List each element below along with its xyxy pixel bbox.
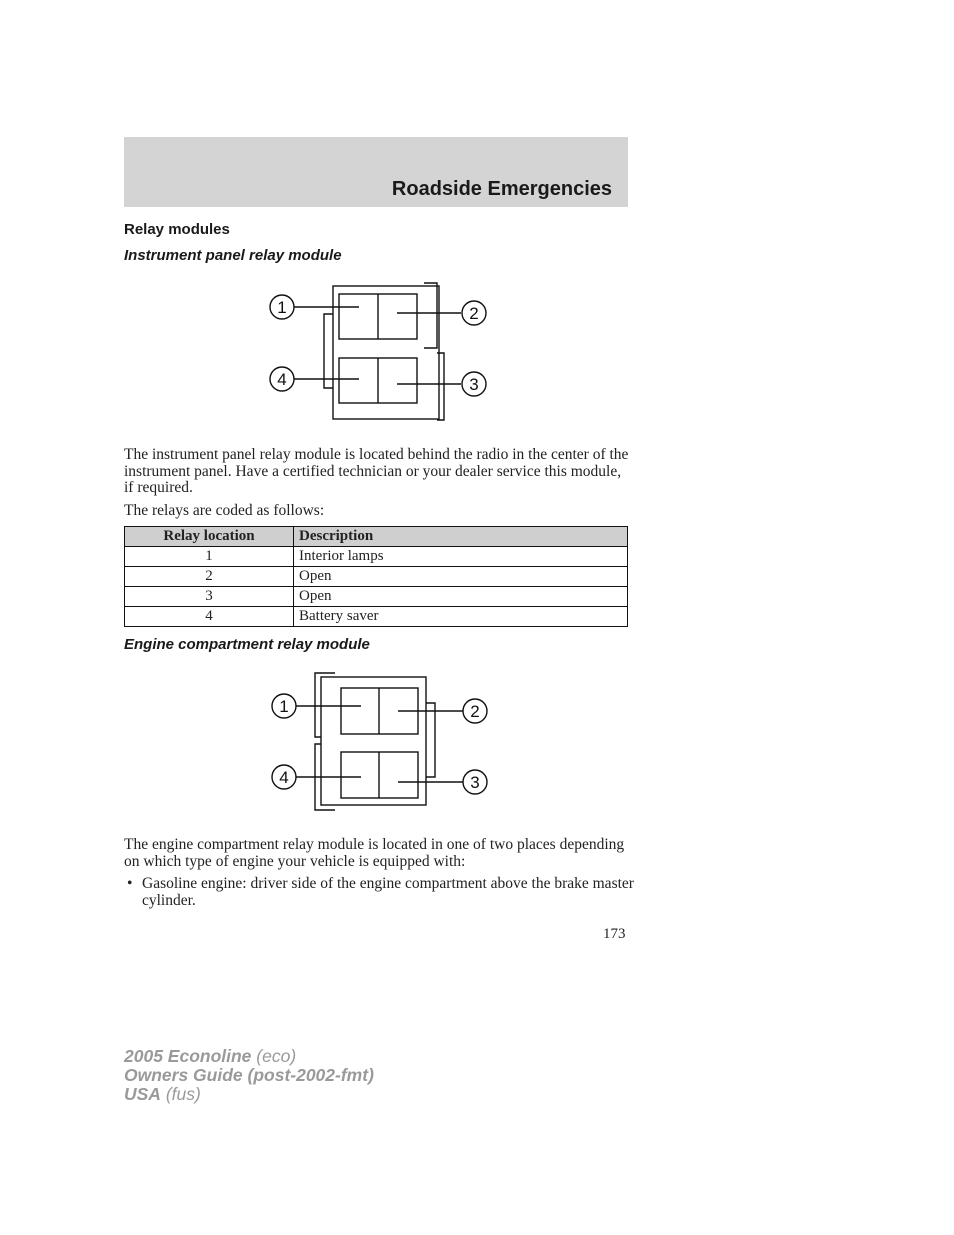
footer-model-code: (eco) bbox=[256, 1046, 297, 1066]
footer-line-2 bbox=[124, 1066, 374, 1085]
engine-compartment-relay-diagram bbox=[262, 670, 492, 815]
relay-code-table bbox=[124, 526, 628, 627]
footer-model: 2005 Econoline bbox=[124, 1046, 252, 1066]
engine-compartment-heading: Engine compartment relay module bbox=[124, 636, 370, 653]
relay-description-cell: Interior lamps bbox=[294, 547, 628, 567]
engine-compartment-description: The engine compartment relay module is located in one of two places depending on which type of engine your vehicle is equipped with: bbox=[124, 836, 625, 870]
table-intro: The relays are coded as follows: bbox=[124, 502, 325, 519]
page-section-title: Roadside Emergencies bbox=[391, 178, 612, 200]
footer-market: USA bbox=[124, 1084, 161, 1104]
relay-description-cell: Battery saver bbox=[294, 607, 628, 627]
bracket-right bbox=[426, 703, 435, 777]
header-description: Description bbox=[294, 527, 628, 547]
bracket-top-left bbox=[315, 673, 335, 737]
relay-location-cell: 4 bbox=[125, 607, 294, 627]
table-row bbox=[125, 587, 628, 607]
list-item bbox=[124, 876, 634, 909]
label-2: 2 bbox=[469, 304, 479, 323]
label-3: 3 bbox=[470, 773, 480, 792]
footer-line-3 bbox=[124, 1085, 374, 1104]
footer-line-1 bbox=[124, 1047, 374, 1066]
bracket-bottom-right bbox=[437, 353, 444, 420]
instrument-panel-relay-diagram bbox=[262, 280, 492, 425]
relay-description-cell: Open bbox=[294, 587, 628, 607]
document-footer bbox=[124, 1047, 374, 1104]
bracket-left bbox=[324, 314, 333, 388]
table-row bbox=[125, 567, 628, 587]
bracket-top-right bbox=[424, 283, 437, 348]
relay-location-cell: 1 bbox=[125, 547, 294, 567]
header-relay-location: Relay location bbox=[125, 527, 294, 547]
module-outline bbox=[321, 677, 426, 805]
instrument-panel-description: The instrument panel relay module is located behind the radio in the center of the instrument panel. Have a certified technician or your dealer service this module, if required. bbox=[124, 446, 629, 496]
header-band bbox=[124, 137, 628, 207]
footer-market-code: (fus) bbox=[165, 1084, 201, 1104]
label-1: 1 bbox=[277, 298, 287, 317]
table-row bbox=[125, 547, 628, 567]
relay-description-cell: Open bbox=[294, 567, 628, 587]
relay-location-cell: 2 bbox=[125, 567, 294, 587]
section-heading: Relay modules bbox=[124, 221, 230, 238]
label-4: 4 bbox=[279, 768, 289, 787]
label-2: 2 bbox=[470, 702, 480, 721]
label-1: 1 bbox=[279, 697, 289, 716]
bullet-icon: • bbox=[127, 875, 133, 892]
module-outline bbox=[333, 286, 439, 419]
table-header-row bbox=[125, 527, 628, 547]
label-4: 4 bbox=[277, 370, 287, 389]
footer-guide: Owners Guide (post-2002-fmt) bbox=[124, 1065, 374, 1085]
relay-location-cell: 3 bbox=[125, 587, 294, 607]
page-number: 173 bbox=[603, 926, 626, 942]
bullet-text: Gasoline engine: driver side of the engine compartment above the brake master cylinder. bbox=[142, 875, 634, 909]
label-3: 3 bbox=[469, 375, 479, 394]
instrument-panel-heading: Instrument panel relay module bbox=[124, 247, 342, 264]
table-row bbox=[125, 607, 628, 627]
